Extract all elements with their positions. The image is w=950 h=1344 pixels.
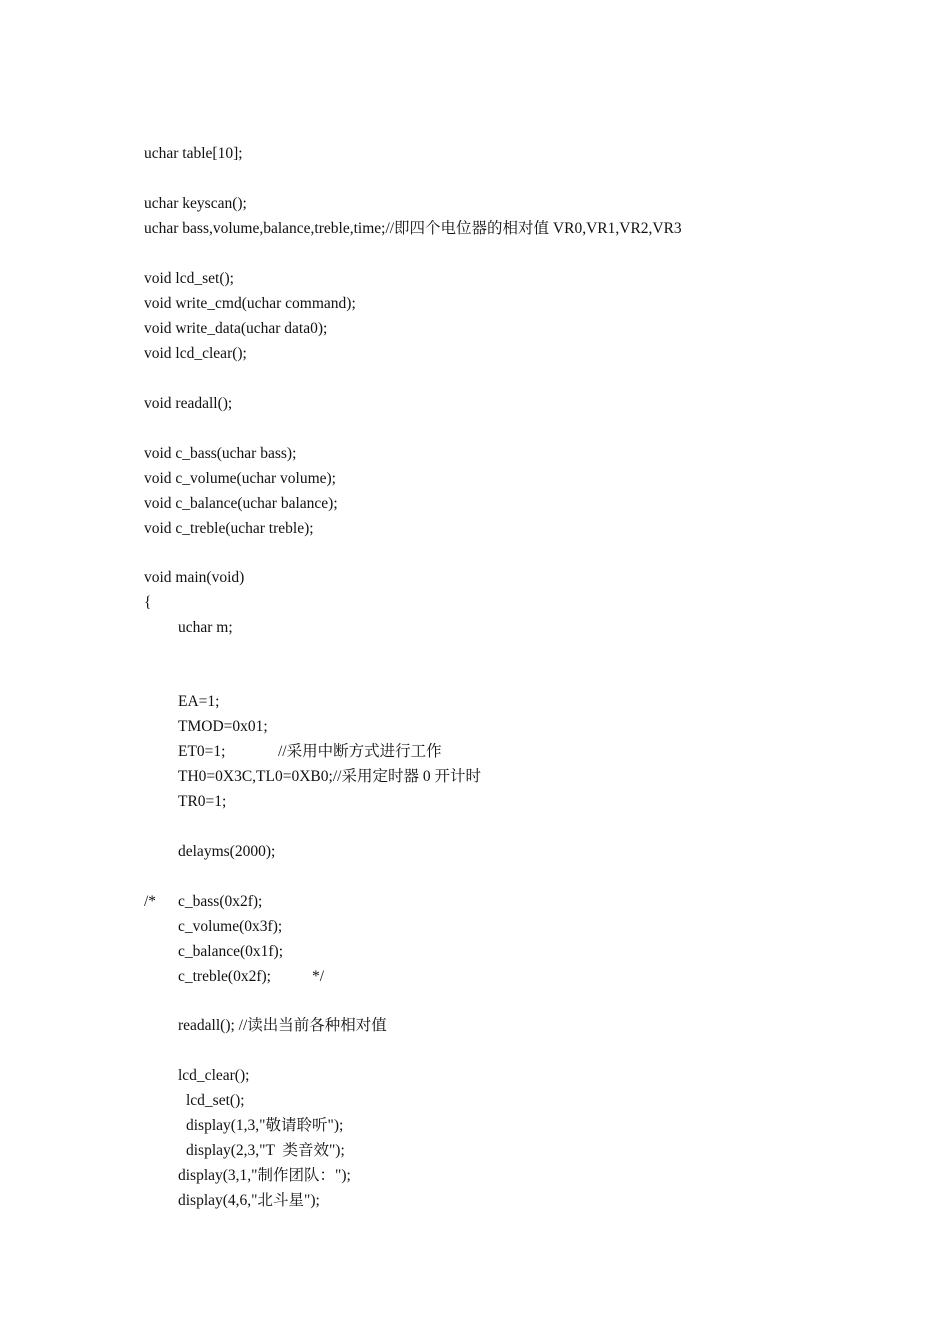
code-comment: //采用中断方式进行工作	[278, 743, 442, 760]
code-line: void write_data(uchar data0);	[144, 320, 328, 337]
code-line: uchar table[10];	[144, 145, 243, 162]
code-line: delayms(2000);	[178, 843, 276, 860]
code-line: {	[144, 594, 152, 611]
code-line: c_bass(0x2f);	[178, 893, 263, 910]
code-line: display(3,1,"制作团队：");	[178, 1167, 351, 1184]
code-line: void c_bass(uchar bass);	[144, 445, 297, 462]
code-line: lcd_clear();	[178, 1067, 250, 1084]
code-line: void c_volume(uchar volume);	[144, 470, 336, 487]
comment-close: */	[312, 968, 325, 985]
code-line: void c_balance(uchar balance);	[144, 495, 338, 512]
code-line: void main(void)	[144, 569, 245, 586]
code-line: display(2,3,"T 类音效");	[186, 1142, 345, 1159]
code-line: TR0=1;	[178, 793, 227, 810]
code-line: EA=1;	[178, 693, 220, 710]
code-line: ET0=1;	[178, 743, 226, 760]
code-line: lcd_set();	[186, 1092, 245, 1109]
code-line: void lcd_clear();	[144, 345, 247, 362]
code-line: readall(); //读出当前各种相对值	[178, 1017, 387, 1034]
code-line: c_volume(0x3f);	[178, 918, 283, 935]
comment-open: /*	[144, 893, 157, 910]
code-line: display(1,3,"敬请聆听");	[186, 1117, 344, 1134]
code-line: void c_treble(uchar treble);	[144, 520, 314, 537]
code-line: TMOD=0x01;	[178, 718, 268, 735]
code-line: c_treble(0x2f);	[178, 968, 271, 985]
code-line: display(4,6,"北斗星");	[178, 1192, 320, 1209]
code-line: void readall();	[144, 395, 233, 412]
code-line: uchar m;	[178, 619, 233, 636]
code-line: uchar keyscan();	[144, 195, 247, 212]
code-line: TH0=0X3C,TL0=0XB0;//采用定时器 0 开计时	[178, 768, 481, 785]
code-line: c_balance(0x1f);	[178, 943, 283, 960]
code-line: void write_cmd(uchar command);	[144, 295, 356, 312]
code-line: void lcd_set();	[144, 270, 234, 287]
code-line: uchar bass,volume,balance,treble,time;//即四个电位器的相对值 VR0,VR1,VR2,VR3	[144, 220, 682, 237]
